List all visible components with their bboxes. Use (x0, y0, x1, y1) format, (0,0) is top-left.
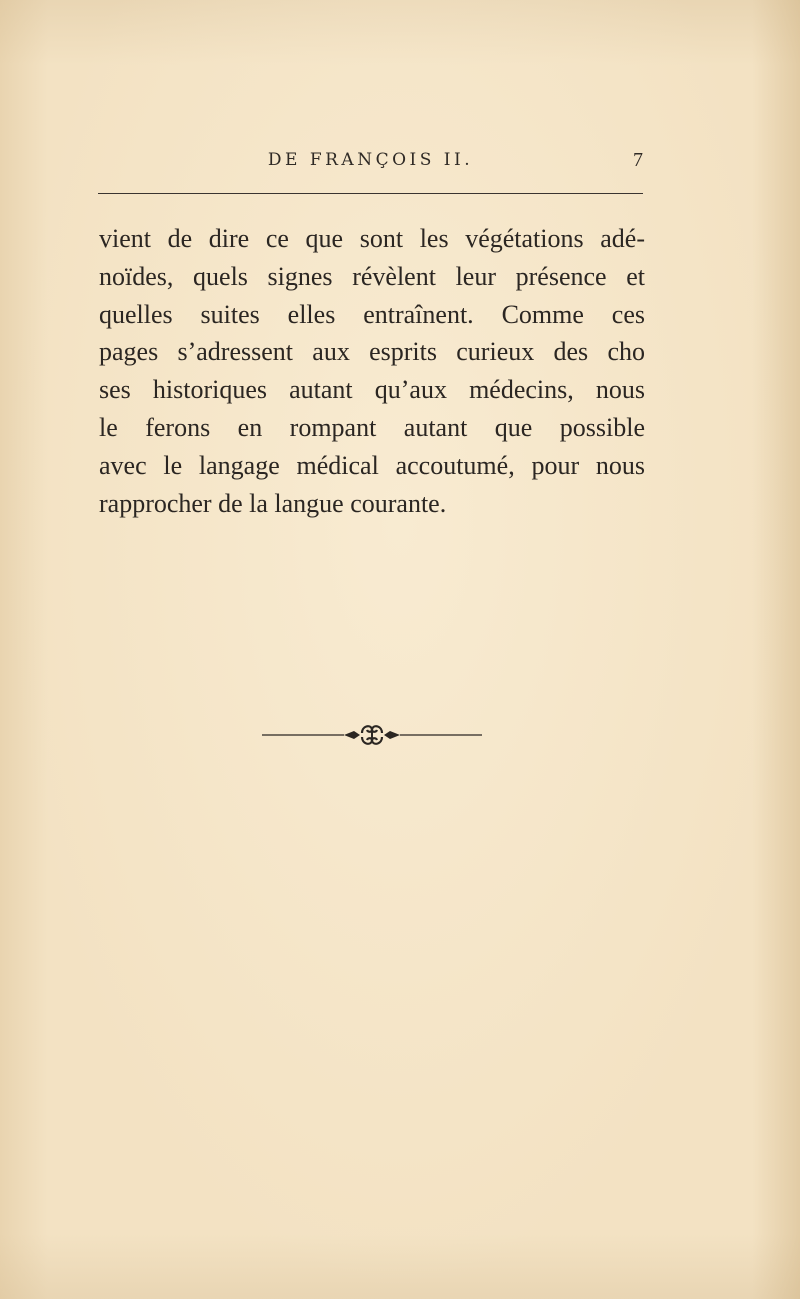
text-line-7: avec le langage médical accoutumé, pour nous (99, 450, 645, 480)
text-line-6: le ferons en rompant autant que possible (99, 412, 645, 442)
text-line-1: vient de dire ce que sont les végétations adé- (99, 224, 645, 253)
fleuron-icon (262, 722, 482, 748)
text-line-3: quelles suites elles entraînent. Comme ces (99, 299, 645, 329)
text-line-4: pages s’adressent aux esprits curieux des cho (99, 337, 645, 367)
body-paragraph (99, 220, 645, 522)
page-header (98, 146, 643, 180)
running-head: DE FRANÇOIS II. (267, 150, 474, 170)
text-line-5: ses historiques autant qu’aux médecins, nous (99, 375, 645, 405)
text-line-8: rapprocher de la langue courante. (99, 488, 447, 518)
header-rule (98, 193, 643, 194)
page-number: 7 (633, 149, 643, 171)
text-line-2: noïdes, quels signes révèlent leur présence et (99, 261, 645, 291)
